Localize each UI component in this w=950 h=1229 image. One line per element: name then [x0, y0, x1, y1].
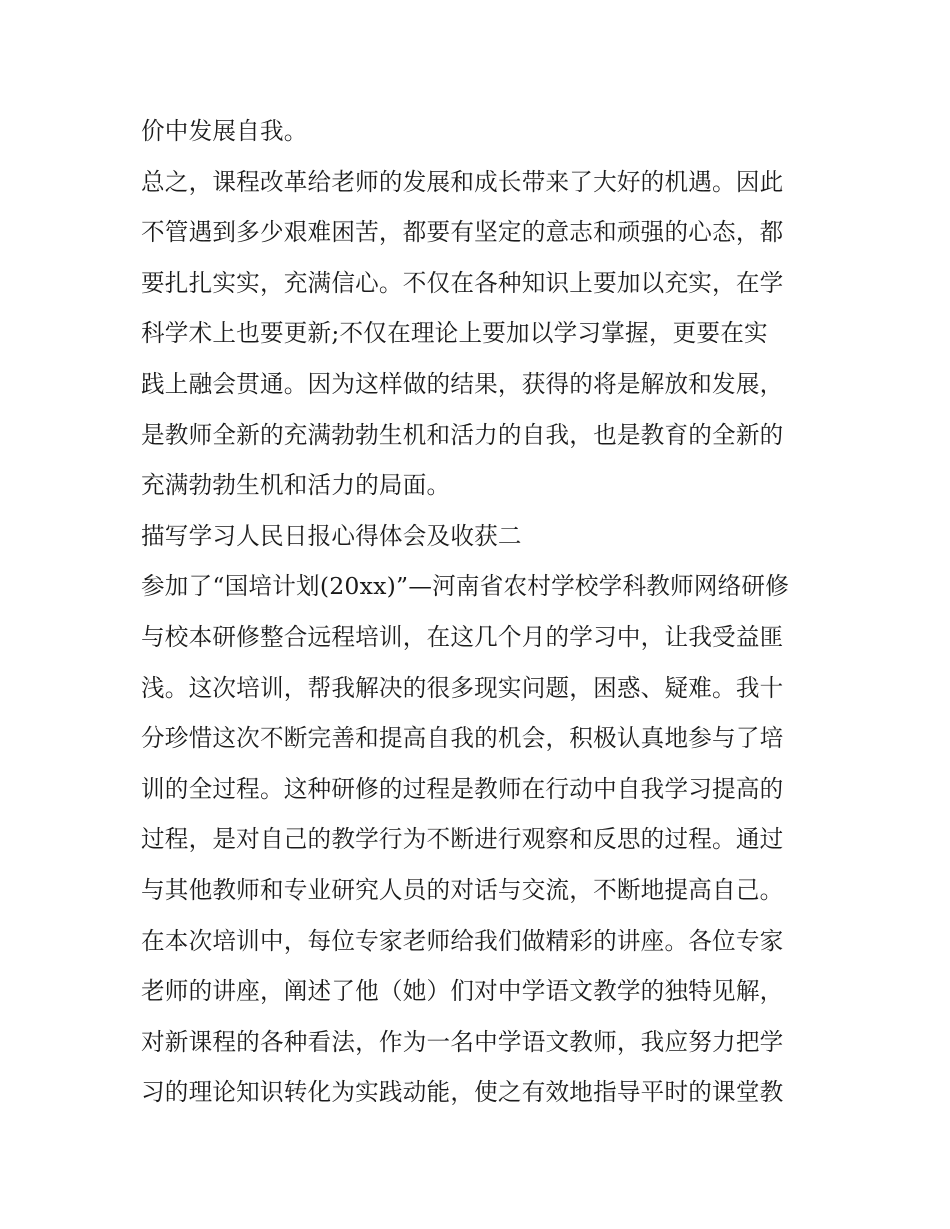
text-line: 不管遇到多少艰难困苦，都要有坚定的意志和顽强的心态，都 — [141, 218, 784, 247]
text-line: 参加了“国培计划(20xx)”—河南省农村学校学科教师网络研修 — [141, 572, 790, 601]
section-heading: 描写学习人民日报心得体会及收获二 — [141, 521, 522, 550]
text-line: 浅。这次培训，帮我解决的很多现实问题，困惑、疑难。我十 — [141, 673, 784, 702]
text-line: 与其他教师和专业研究人员的对话与交流，不断地提高自己。 — [141, 875, 784, 904]
text-line: 对新课程的各种看法，作为一名中学语文教师，我应努力把学 — [141, 1027, 784, 1056]
text-line: 践上融会贯通。因为这样做的结果，获得的将是解放和发展， — [141, 369, 784, 398]
text-line: 老师的讲座，阐述了他（她）们对中学语文教学的独特见解， — [141, 977, 784, 1006]
text-line: 分珍惜这次不断完善和提高自我的机会，积极认真地参与了培 — [141, 724, 784, 753]
text-line: 过程，是对自己的教学行为不断进行观察和反思的过程。通过 — [141, 825, 784, 854]
text-line: 习的理论知识转化为实践动能，使之有效地指导平时的课堂教 — [141, 1078, 784, 1107]
text-line: 训的全过程。这种研修的过程是教师在行动中自我学习提高的 — [141, 774, 784, 803]
document-body — [141, 106, 821, 1118]
text-line: 要扎扎实实，充满信心。不仅在各种知识上要加以充实，在学 — [141, 268, 784, 297]
text-line: 价中发展自我。 — [141, 117, 308, 145]
text-line: 在本次培训中，每位专家老师给我们做精彩的讲座。各位专家 — [141, 926, 784, 955]
text-line: 充满勃勃生机和活力的局面。 — [141, 471, 451, 500]
text-line: 科学术上也要更新;不仅在理论上要加以学习掌握，更要在实 — [141, 319, 768, 348]
text-line: 与校本研修整合远程培训，在这几个月的学习中，让我受益匪 — [141, 622, 784, 651]
text-line: 总之，课程改革给老师的发展和成长带来了大好的机遇。因此 — [141, 167, 784, 196]
text-line: 是教师全新的充满勃勃生机和活力的自我，也是教育的全新的 — [141, 420, 784, 449]
